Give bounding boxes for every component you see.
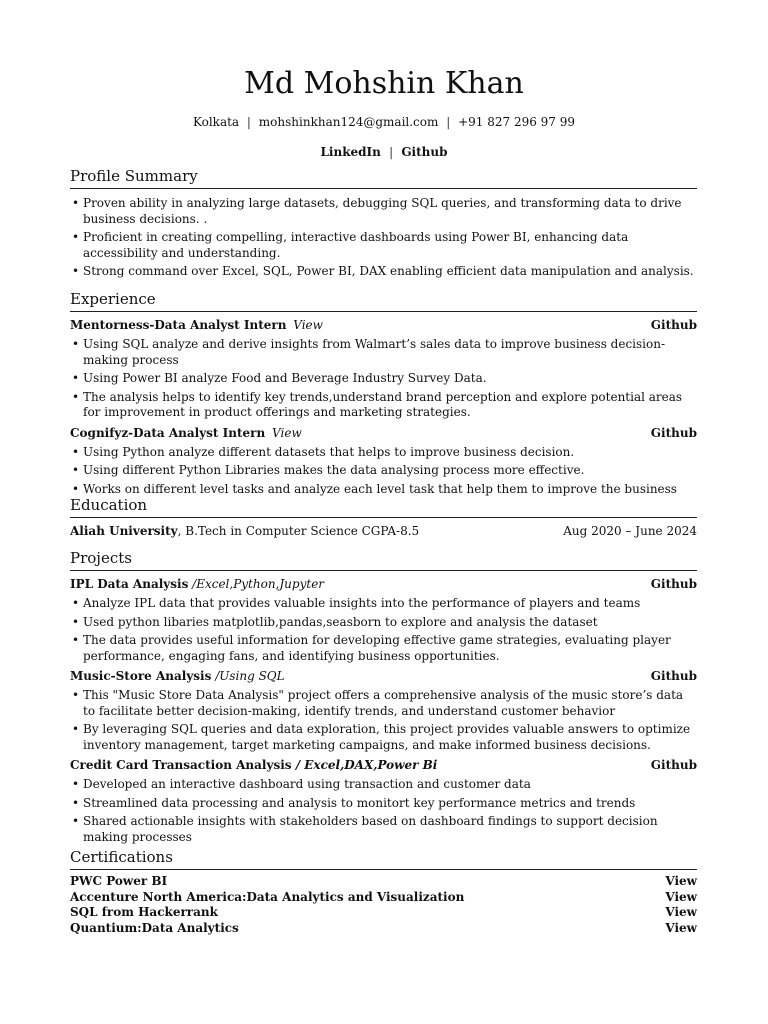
list-item: • Streamlined data processing and analysis to monitort key performance metrics and trends: [70, 796, 697, 812]
project-tools: / Excel,DAX,Power Bi: [291, 758, 438, 772]
cert-row: [70, 890, 697, 906]
view-link[interactable]: View: [665, 905, 697, 919]
separator: |: [246, 115, 251, 129]
github-link[interactable]: Github: [650, 577, 697, 591]
github-link[interactable]: Github: [650, 425, 697, 440]
location: Kolkata: [192, 115, 240, 129]
experience-section: [70, 290, 697, 500]
cert-row: [70, 874, 697, 890]
profile-summary-section: [70, 167, 697, 283]
github-link[interactable]: Github: [401, 145, 448, 159]
list-item: • Strong command over Excel, SQL, Power BI, DAX enabling efficient data manipulation and analysis.: [70, 264, 697, 280]
job-header: [70, 318, 697, 333]
job-list: [70, 337, 697, 421]
list-item: • Using Python analyze different datasets that helps to improve business decision.: [70, 445, 697, 461]
cert-row: [70, 921, 697, 937]
github-link[interactable]: Github: [650, 758, 697, 772]
list-item: • Using SQL analyze and derive insights from Walmart’s sales data to improve business decision-making process: [70, 337, 697, 368]
profile-links: [0, 145, 768, 159]
list-item: • Using different Python Libraries makes the data analysing process more effective.: [70, 463, 697, 479]
list-item: • Used python libaries matplotlib,pandas,seasborn to explore and analysis the dataset: [70, 615, 697, 631]
view-link[interactable]: View: [272, 425, 302, 440]
project-name: Credit Card Transaction Analysis: [70, 758, 292, 772]
project-header: [70, 577, 697, 592]
project-tools: /Excel,Python,Jupyter: [188, 577, 325, 591]
contact-line: [0, 115, 768, 129]
cert-row: [70, 905, 697, 921]
project-list: [70, 688, 697, 753]
cert-name: Accenture North America:Data Analytics and Visualization: [70, 889, 465, 904]
phone-number: +91 827 296 97 99: [458, 115, 576, 129]
cert-name: Quantium:Data Analytics: [70, 920, 239, 935]
section-title: Profile Summary: [70, 167, 697, 189]
education-dates: Aug 2020 – June 2024: [563, 524, 697, 538]
profile-list: [70, 196, 697, 280]
education-row: [70, 524, 697, 539]
view-link[interactable]: View: [665, 920, 697, 935]
list-item: • Proven ability in analyzing large datasets, debugging SQL queries, and transforming data to drive business decisions. .: [70, 196, 697, 227]
project-list: [70, 777, 697, 845]
list-item: • Proficient in creating compelling, interactive dashboards using Power BI, enhancing data accessibility and understanding.: [70, 230, 697, 261]
certifications-section: [70, 848, 697, 936]
linkedin-link[interactable]: LinkedIn: [320, 145, 381, 159]
separator: |: [446, 115, 451, 129]
project-header: [70, 758, 697, 773]
cert-name: SQL from Hackerrank: [70, 905, 218, 919]
view-link[interactable]: View: [665, 874, 697, 888]
list-item: • Analyze IPL data that provides valuable insights into the performance of players and teams: [70, 596, 697, 612]
job-role: Mentorness-Data Analyst Intern: [70, 318, 287, 332]
list-item: • Shared actionable insights with stakeholders based on dashboard findings to support decision making processes: [70, 814, 697, 845]
projects-section: [70, 549, 697, 848]
list-item: • By leveraging SQL queries and data exploration, this project provides valuable answers to optimize inventory management, target marketing campaigns, and make informed business decisions.: [70, 722, 697, 753]
list-item: • Developed an interactive dashboard using transaction and customer data: [70, 777, 697, 793]
github-link[interactable]: Github: [650, 318, 697, 332]
project-name: Music-Store Analysis: [70, 669, 212, 683]
project-list: [70, 596, 697, 664]
degree: , B.Tech in Computer Science CGPA-8.5: [177, 524, 420, 538]
section-title: Certifications: [70, 848, 697, 870]
job-role: Cognifyz-Data Analyst Intern: [70, 425, 266, 440]
list-item: • Using Power BI analyze Food and Beverage Industry Survey Data.: [70, 371, 697, 387]
view-link[interactable]: View: [293, 318, 323, 332]
list-item: • Works on different level tasks and analyze each level task that help them to improve the business: [70, 482, 697, 498]
job-header: [70, 426, 697, 441]
project-header: [70, 669, 697, 684]
candidate-name: Md Mohshin Khan: [244, 66, 524, 101]
github-link[interactable]: Github: [650, 669, 697, 683]
email-link[interactable]: mohshinkhan124@gmail.com: [258, 115, 439, 129]
list-item: • The data provides useful information for developing effective game strategies, evaluating player performance, engaging fans, and identifying business opportunities.: [70, 633, 697, 664]
list-item: • This "Music Store Data Analysis" project offers a comprehensive analysis of the music store’s data to facilitate better decision-making, identify trends, and understand customer behavior: [70, 688, 697, 719]
education-section: [70, 496, 697, 539]
view-link[interactable]: View: [665, 889, 697, 904]
job-list: [70, 445, 697, 498]
section-title: Projects: [70, 549, 697, 571]
project-name: IPL Data Analysis: [70, 577, 189, 591]
section-title: Experience: [70, 290, 697, 312]
cert-list: [70, 874, 697, 936]
project-tools: /Using SQL: [211, 669, 285, 683]
list-item: • The analysis helps to identify key trends,understand brand perception and explore potential areas for improvement in product offerings and marketing strategies.: [70, 390, 697, 421]
section-title: Education: [70, 496, 697, 518]
separator: |: [389, 145, 394, 159]
school-name: Aliah University: [70, 524, 178, 538]
cert-name: PWC Power BI: [70, 874, 168, 888]
